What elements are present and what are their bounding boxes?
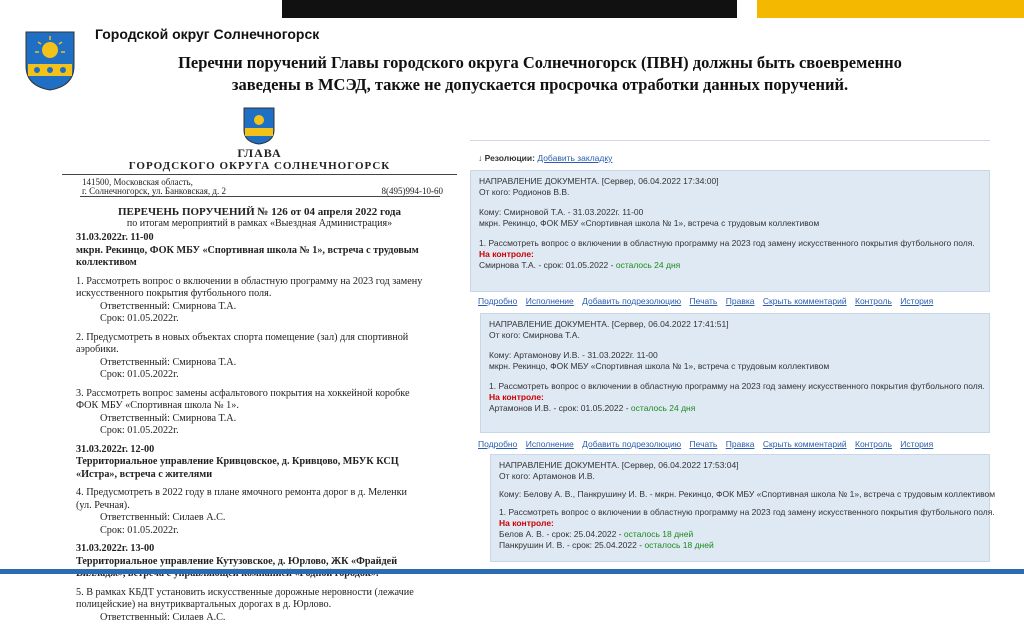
action-control[interactable]: Контроль (855, 439, 892, 449)
action-control[interactable]: Контроль (855, 296, 892, 306)
top-color-bar (0, 0, 1024, 18)
action-print[interactable]: Печать (689, 439, 718, 449)
doc-address-1: 141500, Московская область, (82, 177, 193, 187)
action-execution[interactable]: Исполнение (525, 296, 574, 306)
action-details[interactable]: Подробно (478, 439, 518, 449)
action-hide-comment[interactable]: Скрыть комментарий (762, 439, 847, 449)
org-name: Городской округ Солнечногорск (95, 26, 320, 42)
action-execution[interactable]: Исполнение (525, 439, 574, 449)
emblem-icon (242, 106, 276, 146)
action-edit[interactable]: Правка (725, 439, 755, 449)
doc-phone: 8(495)994-10-60 (381, 186, 443, 196)
action-hide-comment[interactable]: Скрыть комментарий (762, 296, 847, 306)
action-print[interactable]: Печать (689, 296, 718, 306)
resolution-block-1: НАПРАВЛЕНИЕ ДОКУМЕНТА. [Сервер, 06.04.2022 17:34:00] От кого: Родионов В.В. Кому: Смирновой Т.А. - 31.03.2022г. 11-00 мкрн. Рекинцо, ФОК МБУ «Спортивная школа № 1», встреча с трудовым коллективом 1. Рассмотреть вопрос о включении в областную программу на 2023 год замену искусственного покрытия футбольного поля. На контроле: Смирнова Т.А. - срок: 01.05.2022 - осталось 24 дня (470, 170, 990, 292)
action-add-subresolution[interactable]: Добавить подрезолюцию (582, 296, 682, 306)
doc-body: 31.03.2022г. 11-00 мкрн. Рекинцо, ФОК МБУ «Спортивная школа № 1», встреча с трудовым коллективом 1. Рассмотреть вопрос о включении в областную программу на 2023 год замену искусственного покрытия футбольного поля. Ответственный: Смирнова Т.А. Срок: 01.05.2022г. 2. Предусмотреть в новых объектах спорта помещение (зал) для спортивной аэробики. Ответственный: Смирнова Т.А. Срок: 01.05.2022г. 3. Рассмотреть вопрос замены асфальтового покрытия на хоккейной коробке ФОК МБУ «Спортивная школа № 1». Ответственный: Смирнова Т.А. Срок: 01.05.2022г. 31.03.2022г. 12-00 Территориальное управление Кривцовское, д. Кривцово, МБУК КСЦ «Истра», встреча с жителями 4. Предусмотреть в 2022 году в плане ямочного ремонта дорог в д. Меленки (ул. Речная). Ответственный: Силаев А.С. Срок: 01.05.2022г. 31.03.2022г. 13-00 Территориальное управление Кутузовское, д. Юрлово, ЖК «Фрайдей 5. В рамках КБДТ установить искусственные дорожные неровности (лежачие полицейские) на внутриквартальных дорогах в д. Юрлово. Ответственный: Силаев А.С. (76, 232, 423, 623)
page-headline: Перечни поручений Главы городского округа Солнечногорск (ПВН) должны быть своевременно заведены в МСЭД, также не допускается просрочка отработки данных поручений. (178, 53, 902, 94)
doc-address-2: г. Солнечногорск, ул. Банковская, д. 2 (82, 186, 226, 196)
bottom-color-bar (0, 569, 1024, 574)
action-history[interactable]: История (900, 296, 934, 306)
scanned-document (62, 100, 457, 623)
action-history[interactable]: История (900, 439, 934, 449)
action-add-subresolution[interactable]: Добавить подрезолюцию (582, 439, 682, 449)
resolutions-panel (470, 140, 996, 562)
action-edit[interactable]: Правка (725, 296, 755, 306)
doc-heading: ГЛАВА (237, 146, 282, 160)
resolution-block-3: НАПРАВЛЕНИЕ ДОКУМЕНТА. [Сервер, 06.04.2022 17:53:04] От кого: Артамонов И.В. Кому: Белову А. В., Панкрушину И. В. - мкрн. Рекинцо, ФОК МБУ «Спортивная школа № 1», встреча с трудовым коллективом 1. Рассмотреть вопрос о включении в областную программу на 2023 год замену искусственного покрытия футбольного поля. На контроле: Белов А. В. - срок: 25.04.2022 - осталось 18 дней Панкрушин И. В. - срок: 25.04.2022 - осталось 18 дней (490, 454, 990, 562)
resolution-block-2: НАПРАВЛЕНИЕ ДОКУМЕНТА. [Сервер, 06.04.2022 17:41:51] От кого: Смирнова Т.А. Кому: Артамонову И.В. - 31.03.2022г. 11-00 мкрн. Рекинцо, ФОК МБУ «Спортивная школа № 1», встреча с трудовым коллективом 1. Рассмотреть вопрос о включении в областную программу на 2023 год замену искусственного покрытия футбольного поля. На контроле: Артамонов И.В. - срок: 01.05.2022 - осталось 24 дня (480, 313, 990, 433)
actions-row-2 (478, 439, 939, 449)
doc-title: ПЕРЕЧЕНЬ ПОРУЧЕНИЙ № 126 от 04 апреля 2022 года (118, 206, 401, 218)
add-bookmark-link[interactable]: Добавить закладку (537, 153, 613, 163)
actions-row-1 (478, 296, 939, 306)
doc-subtitle: по итогам мероприятий в рамках «Выездная Администрация» (126, 218, 393, 229)
doc-heading-sub: ГОРОДСКОГО ОКРУГА СОЛНЕЧНОГОРСК (128, 160, 391, 172)
coat-of-arms-icon (24, 30, 76, 92)
resolutions-bar: ↓ Резолюции: Добавить закладку (470, 140, 990, 171)
action-details[interactable]: Подробно (478, 296, 518, 306)
